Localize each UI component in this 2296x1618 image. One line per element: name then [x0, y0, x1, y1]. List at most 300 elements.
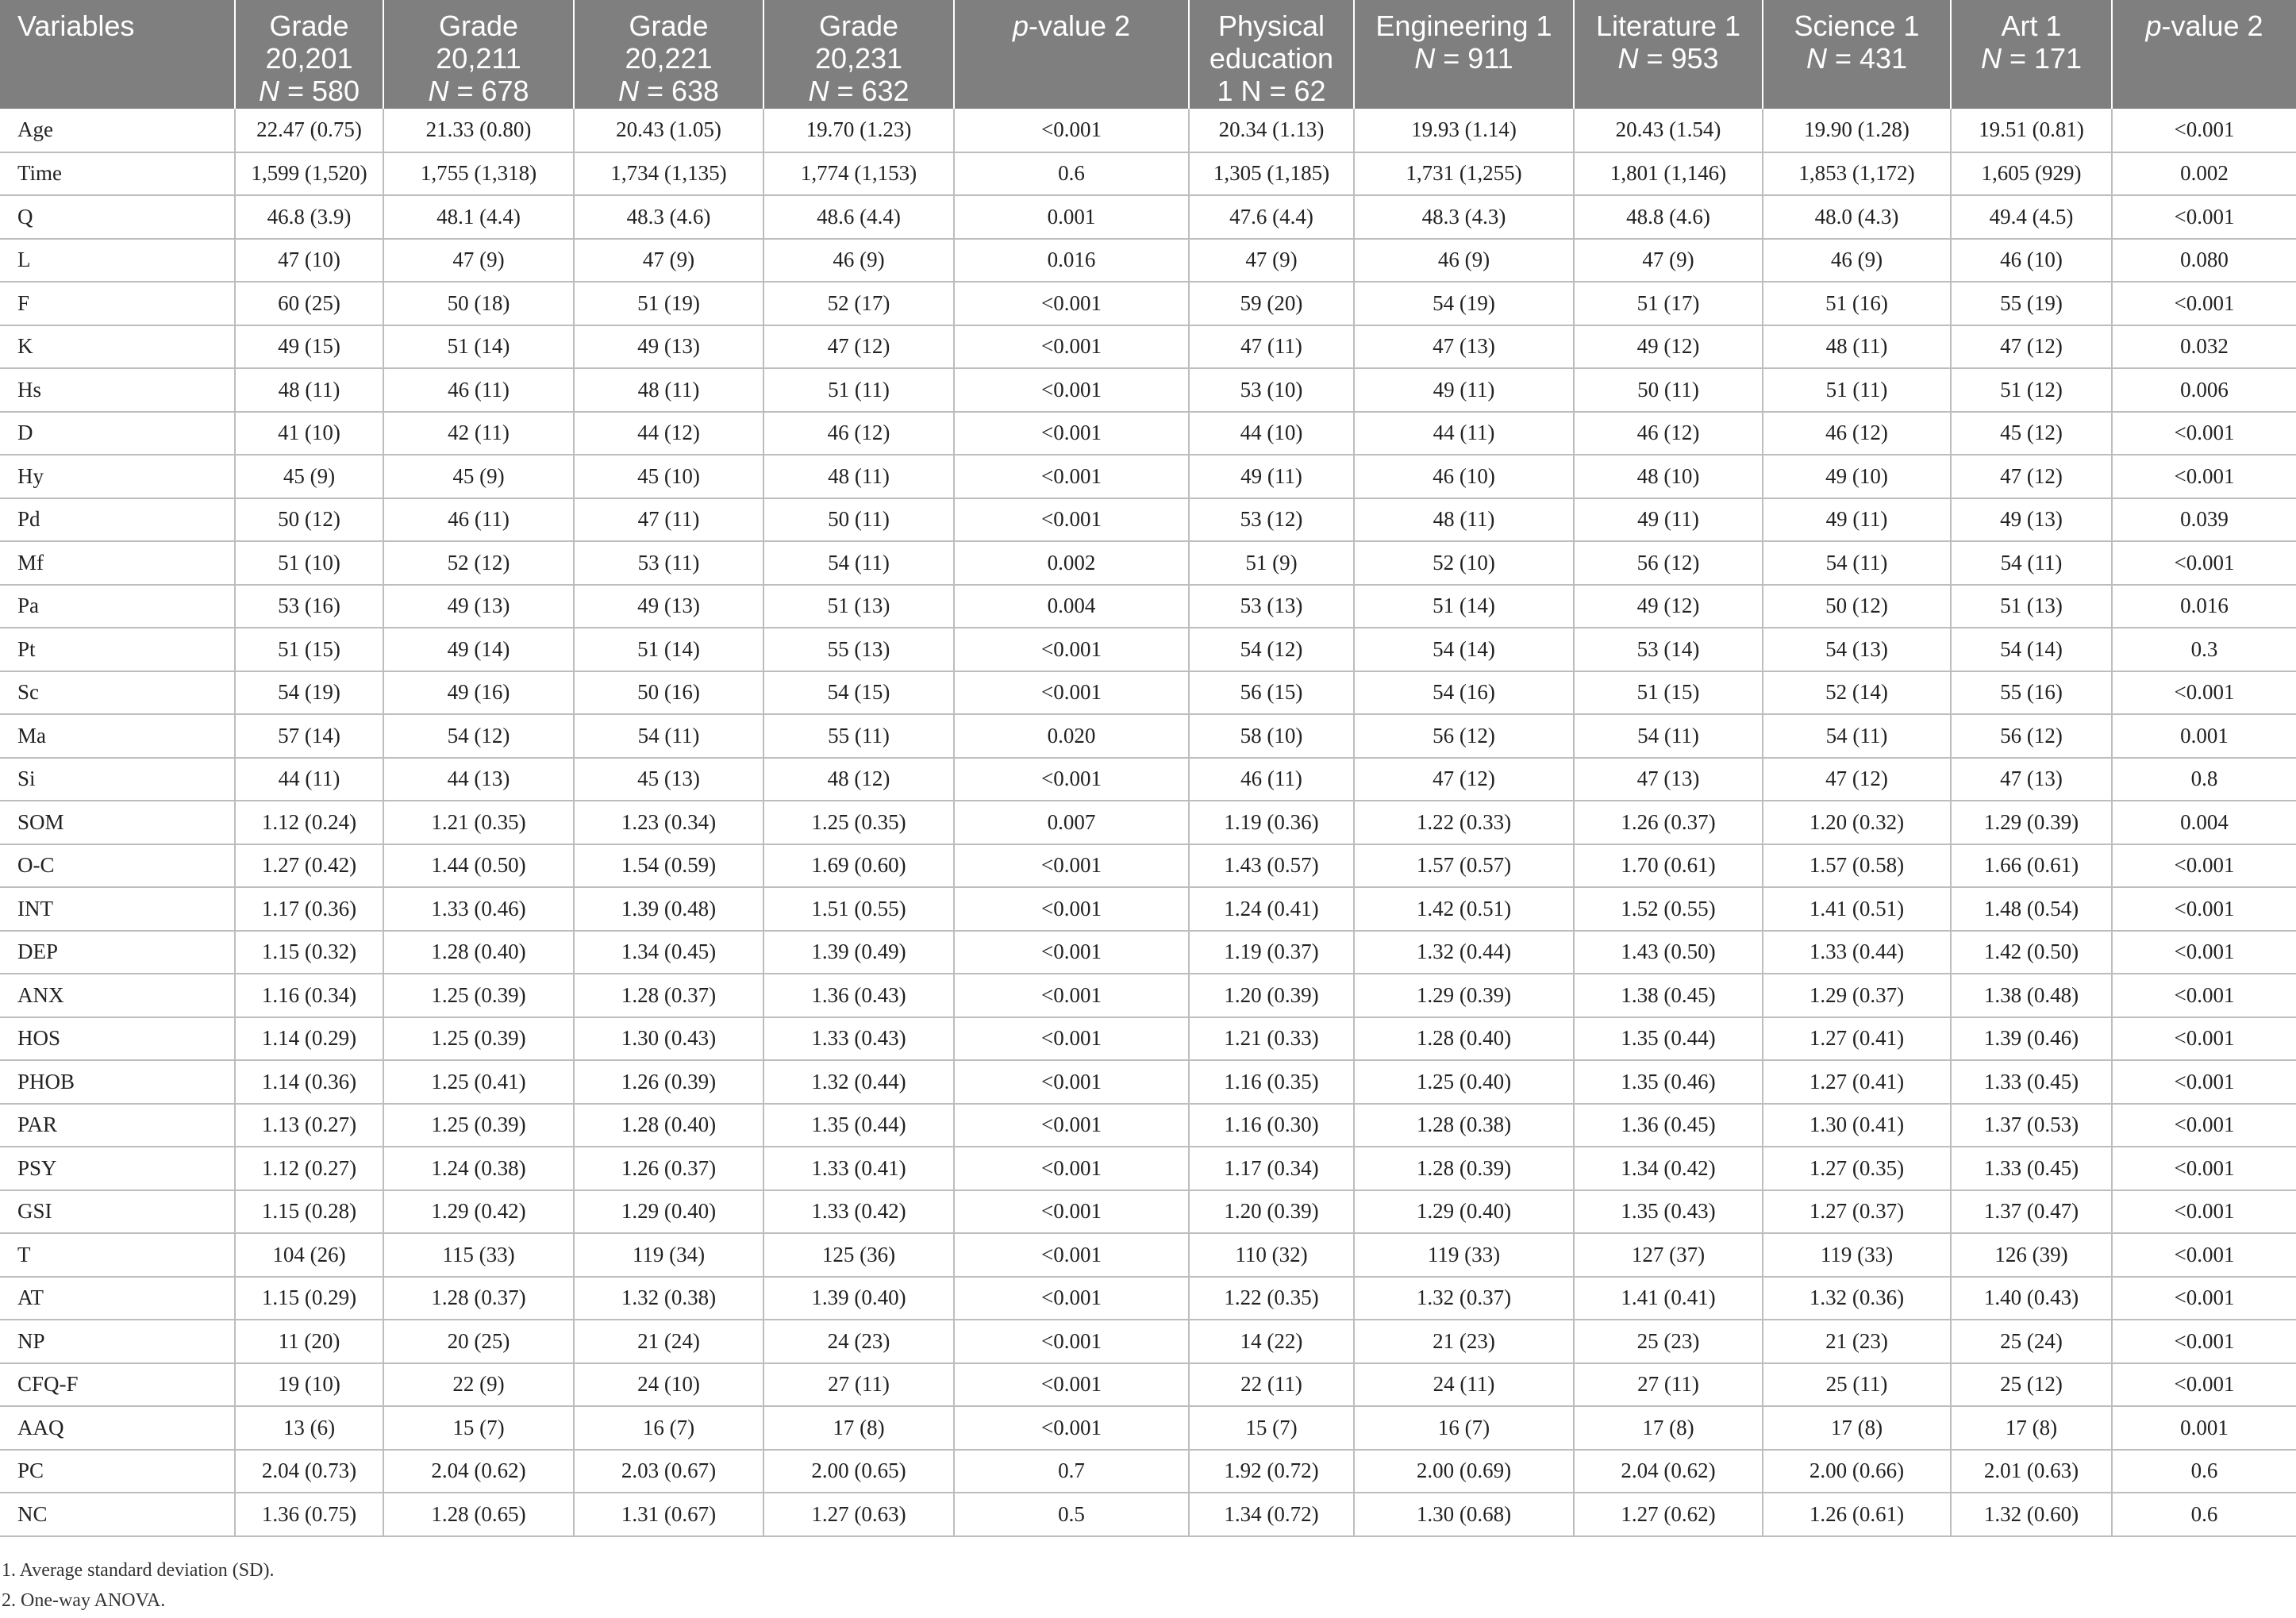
table-cell: 20.34 (1.13)	[1189, 109, 1354, 152]
table-cell: 49 (11)	[1763, 498, 1951, 542]
table-cell: <0.001	[2112, 282, 2296, 325]
header-text: 20,221	[625, 42, 713, 75]
table-cell: 1.31 (0.67)	[574, 1493, 763, 1536]
table-cell: 1.66 (0.61)	[1951, 844, 2112, 888]
header-cell	[574, 0, 763, 109]
table-cell: 0.7	[954, 1450, 1189, 1493]
table-cell: 54 (11)	[763, 541, 954, 585]
table-cell: 1.33 (0.45)	[1951, 1060, 2112, 1104]
table-cell: 48 (11)	[1763, 325, 1951, 369]
header-text: Literature 1	[1595, 10, 1741, 42]
table-cell: 1.37 (0.53)	[1951, 1104, 2112, 1147]
table-cell: 50 (12)	[1763, 585, 1951, 628]
table-row	[0, 195, 2296, 239]
table-cell: 1.25 (0.39)	[383, 1017, 574, 1061]
table-cell: 17 (8)	[1574, 1406, 1763, 1450]
table-cell: 1.32 (0.38)	[574, 1277, 763, 1320]
table-cell: <0.001	[2112, 1320, 2296, 1363]
table-cell: 54 (13)	[1763, 628, 1951, 671]
table-cell: 50 (12)	[235, 498, 383, 542]
table-row	[0, 455, 2296, 498]
table-cell: <0.001	[954, 109, 1189, 152]
table-cell: 54 (12)	[1189, 628, 1354, 671]
table-cell: 2.00 (0.66)	[1763, 1450, 1951, 1493]
table-cell: 59 (20)	[1189, 282, 1354, 325]
table-cell: 1.21 (0.33)	[1189, 1017, 1354, 1061]
table-cell: 24 (10)	[574, 1363, 763, 1407]
table-cell: 49 (13)	[574, 325, 763, 369]
table-cell: 1.69 (0.60)	[763, 844, 954, 888]
table-cell: 1.30 (0.41)	[1763, 1104, 1951, 1147]
table-cell: <0.001	[2112, 887, 2296, 931]
table-cell: 1.48 (0.54)	[1951, 887, 2112, 931]
table-cell: 47.6 (4.4)	[1189, 195, 1354, 239]
row-label: CFQ-F	[0, 1363, 235, 1407]
table-cell: 15 (7)	[1189, 1406, 1354, 1450]
header-text: p	[2145, 10, 2162, 42]
table-cell: <0.001	[2112, 541, 2296, 585]
table-cell: 1.36 (0.45)	[1574, 1104, 1763, 1147]
table-cell: 47 (13)	[1951, 758, 2112, 801]
table-cell: 11 (20)	[235, 1320, 383, 1363]
table-cell: 1.28 (0.65)	[383, 1493, 574, 1536]
table-cell: 1.35 (0.44)	[763, 1104, 954, 1147]
header-text: Grade	[629, 10, 709, 42]
header-cell	[1574, 0, 1763, 109]
table-cell: 51 (15)	[1574, 671, 1763, 715]
row-label: F	[0, 282, 235, 325]
header-text: Engineering 1	[1375, 10, 1552, 42]
table-cell: 53 (16)	[235, 585, 383, 628]
table-cell: 46 (12)	[763, 412, 954, 455]
table-cell: 1.51 (0.55)	[763, 887, 954, 931]
header-text: = 431	[1826, 42, 1908, 75]
row-label: Sc	[0, 671, 235, 715]
table-cell: 22 (9)	[383, 1363, 574, 1407]
table-cell: 1.28 (0.37)	[383, 1277, 574, 1320]
table-cell: <0.001	[2112, 931, 2296, 974]
table-cell: <0.001	[954, 498, 1189, 542]
table-cell: 1.29 (0.42)	[383, 1190, 574, 1234]
table-cell: 1,774 (1,153)	[763, 152, 954, 196]
table-cell: 56 (12)	[1354, 714, 1574, 758]
table-cell: 0.007	[954, 801, 1189, 844]
table-cell: <0.001	[954, 282, 1189, 325]
table-cell: 51 (15)	[235, 628, 383, 671]
table-cell: 46 (12)	[1763, 412, 1951, 455]
table-row	[0, 498, 2296, 542]
table-cell: 1,801 (1,146)	[1574, 152, 1763, 196]
table-cell: <0.001	[954, 1277, 1189, 1320]
table-cell: 1,853 (1,172)	[1763, 152, 1951, 196]
table-cell: <0.001	[954, 1060, 1189, 1104]
table-cell: 41 (10)	[235, 412, 383, 455]
table-cell: <0.001	[2112, 1060, 2296, 1104]
table-cell: 56 (15)	[1189, 671, 1354, 715]
table-cell: 1.33 (0.43)	[763, 1017, 954, 1061]
table-cell: 48.1 (4.4)	[383, 195, 574, 239]
table-cell: 49 (11)	[1574, 498, 1763, 542]
table-cell: 1.29 (0.40)	[1354, 1190, 1574, 1234]
header-text: Grade	[269, 10, 349, 42]
table-cell: 19.93 (1.14)	[1354, 109, 1574, 152]
row-label: PC	[0, 1450, 235, 1493]
table-cell: 53 (10)	[1189, 368, 1354, 412]
row-label: DEP	[0, 931, 235, 974]
table-cell: 127 (37)	[1574, 1233, 1763, 1277]
table-cell: 54 (14)	[1354, 628, 1574, 671]
header-text: N	[1980, 42, 2002, 75]
table-row	[0, 714, 2296, 758]
table-cell: 0.039	[2112, 498, 2296, 542]
table-cell: 55 (13)	[763, 628, 954, 671]
table-cell: 1.33 (0.42)	[763, 1190, 954, 1234]
table-cell: 49 (14)	[383, 628, 574, 671]
header-text: = 953	[1638, 42, 1719, 75]
table-cell: 44 (11)	[235, 758, 383, 801]
table-cell: 13 (6)	[235, 1406, 383, 1450]
table-cell: 56 (12)	[1951, 714, 2112, 758]
table-cell: <0.001	[2112, 195, 2296, 239]
table-cell: 1,755 (1,318)	[383, 152, 574, 196]
table-row	[0, 1233, 2296, 1277]
table-cell: 0.080	[2112, 239, 2296, 282]
table-cell: 44 (10)	[1189, 412, 1354, 455]
table-cell: 1.30 (0.68)	[1354, 1493, 1574, 1536]
table-cell: 1.32 (0.37)	[1354, 1277, 1574, 1320]
table-cell: <0.001	[954, 412, 1189, 455]
header-text: p	[1012, 10, 1029, 42]
table-cell: 14 (22)	[1189, 1320, 1354, 1363]
table-cell: 47 (9)	[383, 239, 574, 282]
table-cell: <0.001	[2112, 1233, 2296, 1277]
header-text: N	[1806, 42, 1827, 75]
table-cell: 1.20 (0.39)	[1189, 1190, 1354, 1234]
table-cell: 1.35 (0.44)	[1574, 1017, 1763, 1061]
table-cell: 1.34 (0.42)	[1574, 1147, 1763, 1190]
table-row	[0, 152, 2296, 196]
table-cell: 25 (23)	[1574, 1320, 1763, 1363]
table-cell: 1.38 (0.45)	[1574, 974, 1763, 1017]
table-cell: 1.26 (0.37)	[574, 1147, 763, 1190]
table-row	[0, 1450, 2296, 1493]
table-cell: 58 (10)	[1189, 714, 1354, 758]
table-cell: 52 (12)	[383, 541, 574, 585]
row-label: Pd	[0, 498, 235, 542]
table-cell: <0.001	[954, 1190, 1189, 1234]
table-cell: 1.26 (0.37)	[1574, 801, 1763, 844]
table-cell: 57 (14)	[235, 714, 383, 758]
table-cell: 46 (11)	[383, 498, 574, 542]
row-label: PAR	[0, 1104, 235, 1147]
table-cell: <0.001	[954, 1104, 1189, 1147]
header-text: 20,201	[265, 42, 353, 75]
header-variables	[0, 0, 235, 109]
table-cell: 51 (17)	[1574, 282, 1763, 325]
table-cell: 1.27 (0.62)	[1574, 1493, 1763, 1536]
row-label: Hy	[0, 455, 235, 498]
table-cell: 53 (11)	[574, 541, 763, 585]
table-row	[0, 1363, 2296, 1407]
table-cell: 1.20 (0.32)	[1763, 801, 1951, 844]
table-cell: 1.16 (0.35)	[1189, 1060, 1354, 1104]
header-cell	[763, 0, 954, 109]
table-cell: 1.17 (0.36)	[235, 887, 383, 931]
table-row	[0, 109, 2296, 152]
table-cell: 1.27 (0.63)	[763, 1493, 954, 1536]
table-cell: 1.34 (0.72)	[1189, 1493, 1354, 1536]
row-label: Time	[0, 152, 235, 196]
table-cell: 49 (15)	[235, 325, 383, 369]
table-cell: 1.23 (0.34)	[574, 801, 763, 844]
table-row	[0, 931, 2296, 974]
header-text: = 171	[2001, 42, 2083, 75]
header-text: N	[617, 75, 639, 107]
table-row	[0, 1277, 2296, 1320]
table-cell: 0.6	[954, 152, 1189, 196]
table-cell: 49 (10)	[1763, 455, 1951, 498]
table-cell: 16 (7)	[1354, 1406, 1574, 1450]
table-cell: 1.40 (0.43)	[1951, 1277, 2112, 1320]
table-cell: <0.001	[954, 931, 1189, 974]
table-cell: 1.15 (0.28)	[235, 1190, 383, 1234]
table-cell: 48.0 (4.3)	[1763, 195, 1951, 239]
table-cell: 22.47 (0.75)	[235, 109, 383, 152]
table-cell: 1.70 (0.61)	[1574, 844, 1763, 888]
table-row	[0, 282, 2296, 325]
table-row	[0, 1406, 2296, 1450]
table-cell: <0.001	[954, 1017, 1189, 1061]
row-label: NC	[0, 1493, 235, 1536]
table-cell: 1,734 (1,135)	[574, 152, 763, 196]
table-cell: 46 (10)	[1951, 239, 2112, 282]
table-cell: 2.03 (0.67)	[574, 1450, 763, 1493]
table-cell: 47 (10)	[235, 239, 383, 282]
table-cell: <0.001	[954, 325, 1189, 369]
table-cell: 25 (12)	[1951, 1363, 2112, 1407]
table-cell: 0.5	[954, 1493, 1189, 1536]
table-cell: 1.27 (0.37)	[1763, 1190, 1951, 1234]
table-cell: 1.26 (0.39)	[574, 1060, 763, 1104]
table-cell: 1.57 (0.57)	[1354, 844, 1574, 888]
table-cell: 1.25 (0.41)	[383, 1060, 574, 1104]
footnote: 1. Average standard deviation (SD).	[2, 1560, 275, 1581]
table-cell: 1.16 (0.30)	[1189, 1104, 1354, 1147]
table-cell: 1.32 (0.60)	[1951, 1493, 2112, 1536]
table-cell: 50 (11)	[1574, 368, 1763, 412]
table-cell: 54 (16)	[1354, 671, 1574, 715]
table-cell: 0.020	[954, 714, 1189, 758]
table-cell: 1.27 (0.42)	[235, 844, 383, 888]
table-cell: 1.52 (0.55)	[1574, 887, 1763, 931]
table-cell: 52 (17)	[763, 282, 954, 325]
table-cell: <0.001	[954, 368, 1189, 412]
table-cell: 1.57 (0.58)	[1763, 844, 1951, 888]
table-cell: 55 (11)	[763, 714, 954, 758]
header-cell	[2112, 0, 2296, 109]
table-cell: 54 (11)	[574, 714, 763, 758]
table-cell: 0.016	[954, 239, 1189, 282]
table-cell: 48 (11)	[574, 368, 763, 412]
table-row	[0, 585, 2296, 628]
table-cell: 1.28 (0.40)	[383, 931, 574, 974]
table-cell: 1.32 (0.36)	[1763, 1277, 1951, 1320]
table-cell: 48 (11)	[1354, 498, 1574, 542]
table-cell: 24 (11)	[1354, 1363, 1574, 1407]
row-label: Ma	[0, 714, 235, 758]
row-label: HOS	[0, 1017, 235, 1061]
table-cell: 51 (10)	[235, 541, 383, 585]
table-cell: 48.3 (4.3)	[1354, 195, 1574, 239]
header-text: -value 2	[2161, 10, 2263, 42]
table-cell: 47 (12)	[1763, 758, 1951, 801]
table-cell: 47 (11)	[1189, 325, 1354, 369]
table-cell: 1.33 (0.45)	[1951, 1147, 2112, 1190]
header-text: = 638	[638, 75, 720, 107]
table-cell: 17 (8)	[1951, 1406, 2112, 1450]
table-cell: 25 (11)	[1763, 1363, 1951, 1407]
table-cell: 1.22 (0.33)	[1354, 801, 1574, 844]
table-cell: 47 (12)	[1951, 325, 2112, 369]
row-label: NP	[0, 1320, 235, 1363]
table-row	[0, 239, 2296, 282]
table-cell: 45 (9)	[383, 455, 574, 498]
table-cell: <0.001	[2112, 844, 2296, 888]
table-cell: 53 (13)	[1189, 585, 1354, 628]
row-label: PSY	[0, 1147, 235, 1190]
table-cell: 1.41 (0.41)	[1574, 1277, 1763, 1320]
table-cell: 1.92 (0.72)	[1189, 1450, 1354, 1493]
table-cell: 21 (23)	[1763, 1320, 1951, 1363]
table-cell: <0.001	[954, 1320, 1189, 1363]
table-cell: 46.8 (3.9)	[235, 195, 383, 239]
table-cell: 45 (9)	[235, 455, 383, 498]
table-cell: 1.28 (0.37)	[574, 974, 763, 1017]
table-cell: 45 (10)	[574, 455, 763, 498]
table-cell: <0.001	[954, 844, 1189, 888]
row-label: SOM	[0, 801, 235, 844]
table-cell: 119 (33)	[1763, 1233, 1951, 1277]
table-cell: 48.3 (4.6)	[574, 195, 763, 239]
table-cell: 49 (16)	[383, 671, 574, 715]
row-label: Mf	[0, 541, 235, 585]
table-cell: 1.22 (0.35)	[1189, 1277, 1354, 1320]
table-row	[0, 325, 2296, 369]
header-cell	[1951, 0, 2112, 109]
table-cell: 0.016	[2112, 585, 2296, 628]
row-label: AT	[0, 1277, 235, 1320]
table-cell: 1.30 (0.43)	[574, 1017, 763, 1061]
table-cell: 0.002	[2112, 152, 2296, 196]
table-cell: 1.28 (0.40)	[1354, 1017, 1574, 1061]
header-text: N	[808, 75, 829, 107]
row-label: Pt	[0, 628, 235, 671]
table-header	[0, 0, 2296, 109]
header-text: Grade	[818, 10, 899, 42]
table-cell: <0.001	[954, 455, 1189, 498]
header-cell	[383, 0, 574, 109]
table-cell: 1.37 (0.47)	[1951, 1190, 2112, 1234]
header-row	[0, 0, 2296, 109]
table-cell: 2.00 (0.65)	[763, 1450, 954, 1493]
table-row	[0, 541, 2296, 585]
table-cell: 0.004	[954, 585, 1189, 628]
table-cell: 54 (19)	[1354, 282, 1574, 325]
table-cell: 54 (11)	[1574, 714, 1763, 758]
table-cell: 56 (12)	[1574, 541, 1763, 585]
footnote: 2. One-way ANOVA.	[2, 1590, 166, 1611]
table-cell: 1.33 (0.41)	[763, 1147, 954, 1190]
header-text: -value 2	[1028, 10, 1131, 42]
table-cell: 1.32 (0.44)	[763, 1060, 954, 1104]
table-cell: 1.29 (0.39)	[1354, 974, 1574, 1017]
table-cell: 20.43 (1.54)	[1574, 109, 1763, 152]
table-cell: 1.14 (0.36)	[235, 1060, 383, 1104]
table-cell: 46 (9)	[1763, 239, 1951, 282]
table-cell: 1.41 (0.51)	[1763, 887, 1951, 931]
table-cell: 2.04 (0.62)	[383, 1450, 574, 1493]
row-label: K	[0, 325, 235, 369]
table-cell: <0.001	[2112, 412, 2296, 455]
table-cell: 42 (11)	[383, 412, 574, 455]
table-cell: 2.04 (0.73)	[235, 1450, 383, 1493]
table-cell: 1.27 (0.41)	[1763, 1017, 1951, 1061]
table-cell: 1.12 (0.27)	[235, 1147, 383, 1190]
row-label: INT	[0, 887, 235, 931]
table-cell: 47 (13)	[1354, 325, 1574, 369]
table-row	[0, 1147, 2296, 1190]
table-cell: 1,305 (1,185)	[1189, 152, 1354, 196]
table-cell: 47 (11)	[574, 498, 763, 542]
table-cell: 1.42 (0.51)	[1354, 887, 1574, 931]
table-cell: 1.28 (0.39)	[1354, 1147, 1574, 1190]
table-cell: 1.28 (0.38)	[1354, 1104, 1574, 1147]
table-cell: 54 (11)	[1763, 541, 1951, 585]
table-cell: 1.39 (0.46)	[1951, 1017, 2112, 1061]
table-cell: 1.16 (0.34)	[235, 974, 383, 1017]
table-cell: 1.25 (0.35)	[763, 801, 954, 844]
table-row	[0, 1104, 2296, 1147]
row-label: AAQ	[0, 1406, 235, 1450]
table-cell: <0.001	[2112, 1017, 2296, 1061]
table-cell: 53 (12)	[1189, 498, 1354, 542]
table-cell: 1.39 (0.48)	[574, 887, 763, 931]
table-cell: 49 (11)	[1354, 368, 1574, 412]
table-cell: 17 (8)	[1763, 1406, 1951, 1450]
table-cell: 20 (25)	[383, 1320, 574, 1363]
table-cell: 46 (9)	[1354, 239, 1574, 282]
table-cell: 1.38 (0.48)	[1951, 974, 2112, 1017]
table-cell: 51 (14)	[1354, 585, 1574, 628]
row-label: GSI	[0, 1190, 235, 1234]
table-cell: 52 (14)	[1763, 671, 1951, 715]
table-row	[0, 1320, 2296, 1363]
table-row	[0, 1017, 2296, 1061]
table-cell: <0.001	[954, 887, 1189, 931]
table-cell: 49 (11)	[1189, 455, 1354, 498]
table-cell: 51 (14)	[574, 628, 763, 671]
table-cell: 104 (26)	[235, 1233, 383, 1277]
table-cell: 1.15 (0.32)	[235, 931, 383, 974]
header-text: N	[1414, 42, 1436, 75]
table-cell: <0.001	[2112, 1147, 2296, 1190]
row-label: Pa	[0, 585, 235, 628]
table-cell: 0.3	[2112, 628, 2296, 671]
table-cell: 1.39 (0.49)	[763, 931, 954, 974]
table-row	[0, 844, 2296, 888]
table-cell: 1.29 (0.39)	[1951, 801, 2112, 844]
table-cell: <0.001	[954, 1406, 1189, 1450]
